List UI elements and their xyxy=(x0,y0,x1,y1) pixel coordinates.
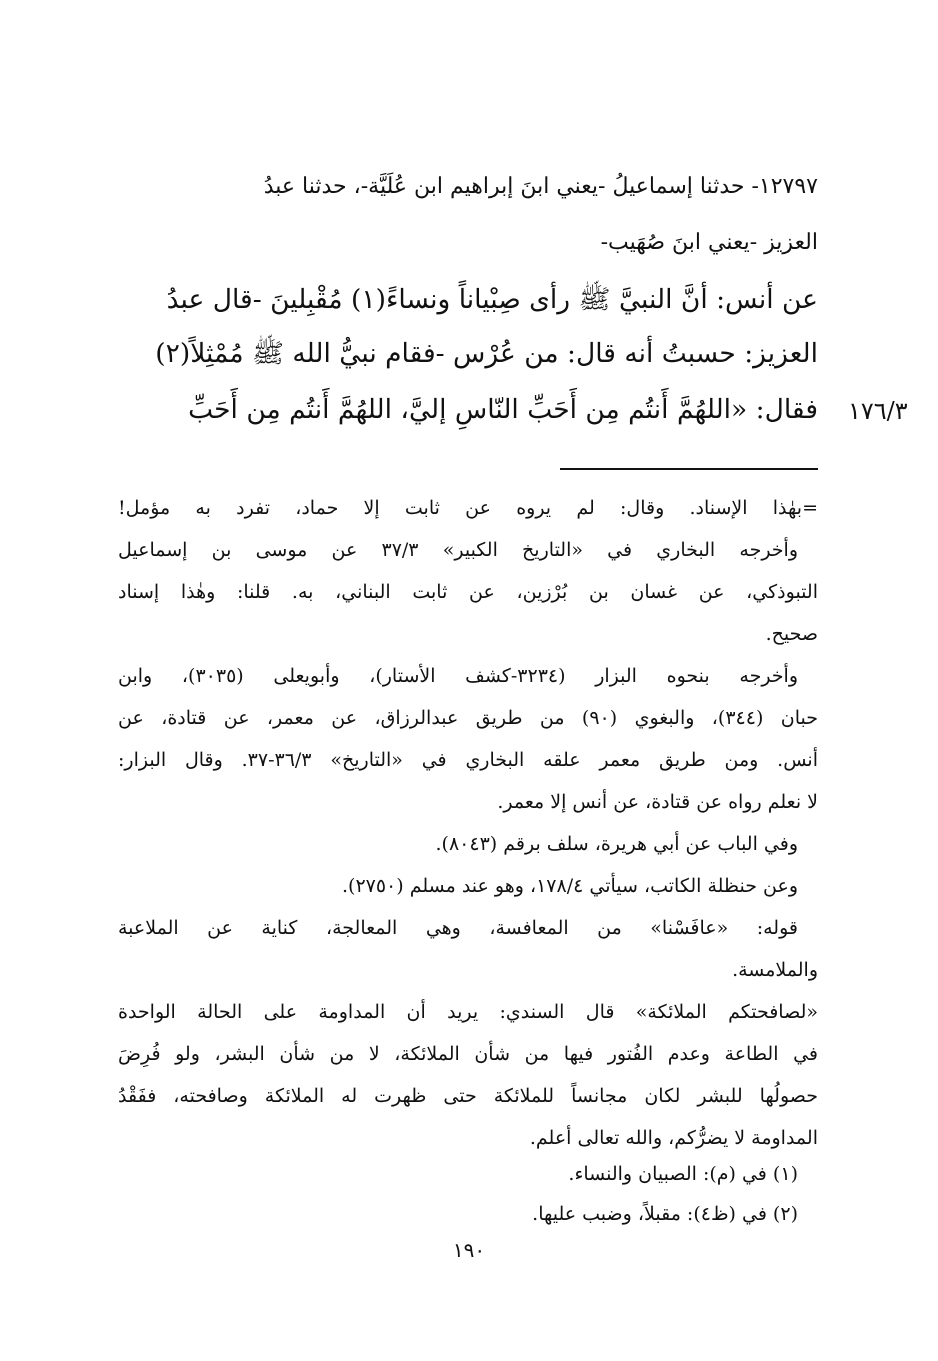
note-line-7: لا نعلم رواه عن قتادة، عن أنس إلا معمر. xyxy=(497,791,818,813)
note-line-5: حبان (٣٤٤)، والبغوي (٩٠) من طريق عبدالرزاق، عن معمر، عن قتادة، عن xyxy=(118,707,818,729)
note-line-9: وعن حنظلة الكاتب، سيأتي ١٧٨/٤، وهو عند مسلم (٢٧٥٠). xyxy=(341,875,798,897)
footnote-2: (٢) في (ظ٤): مقبلاً، وضبب عليها. xyxy=(532,1203,798,1225)
note-line-1: وأخرجه البخاري في «التاريخ الكبير» ٣٧/٣ عن موسى بن إسماعيل xyxy=(118,539,798,561)
note-line-0: =بهٰذا الإسناد. وقال: لم يروه عن ثابت إلا حماد، تفرد به مؤمل! xyxy=(118,497,818,519)
note-line-11: والملامسة. xyxy=(732,959,818,981)
note-line-4: وأخرجه بنحوه البزار (٣٢٣٤-كشف الأستار)، وأبويعلى (٣٠٣٥)، وابن xyxy=(118,665,799,687)
hadith-line-5: فقال: «اللهُمَّ أَنتُم مِن أَحَبِّ النّاسِ إليَّ، اللهُمَّ أَنتُم مِن أَحَبِّ xyxy=(188,394,818,425)
note-line-2: التبوذكي، عن غسان بن بُرْزين، عن ثابت البناني، به. قلنا: وهٰذا إسناد xyxy=(118,581,818,603)
note-line-14: حصولُها للبشر لكان مجانساً للملائكة حتى ظهرت له الملائكة وصافحته، ففَقْدُ xyxy=(118,1085,818,1107)
hadith-line-2: العزيز -يعني ابنَ صُهَيب- xyxy=(600,230,818,255)
footnote-1: (١) في (م): الصبيان والنساء. xyxy=(568,1163,798,1185)
page-number: ١٩٠ xyxy=(452,1238,486,1262)
footnote-divider xyxy=(560,468,818,470)
note-line-3: صحيح. xyxy=(765,623,818,645)
note-line-13: في الطاعة وعدم الفُتور فيها من شأن الملائكة، لا من شأن البشر، ولو فُرِضَ xyxy=(118,1043,818,1065)
hadith-line-1: ١٢٧٩٧- حدثنا إسماعيلُ -يعني ابنَ إبراهيم ابن عُلَيَّة-، حدثنا عبدُ xyxy=(263,174,818,199)
note-line-6: أنس. ومن طريق معمر علقه البخاري في «التاريخ» ٣٦/٣-٣٧. وقال البزار: xyxy=(118,749,818,771)
note-line-10: قوله: «عافَسْنا» من المعافسة، وهي المعالجة، كناية عن الملاعبة xyxy=(118,917,798,939)
hadith-line-4: العزيز: حسبتُ أنه قال: من عُرْس -فقام نبيُّ الله ﷺ مُمْثِلاً(٢) xyxy=(155,338,818,369)
note-line-8: وفي الباب عن أبي هريرة، سلف برقم (٨٠٤٣). xyxy=(435,833,798,855)
margin-reference: ١٧٦/٣ xyxy=(848,397,908,425)
note-line-15: المداومة لا يضرُّكم، والله تعالى أعلم. xyxy=(529,1127,818,1149)
note-line-12: «لصافحتكم الملائكة» قال السندي: يريد أن المداومة على الحالة الواحدة xyxy=(118,1001,818,1023)
hadith-line-3: عن أنس: أنَّ النبيَّ ﷺ رأى صِبْياناً ونساءً(١) مُقْبِلينَ -قال عبدُ xyxy=(166,284,818,315)
